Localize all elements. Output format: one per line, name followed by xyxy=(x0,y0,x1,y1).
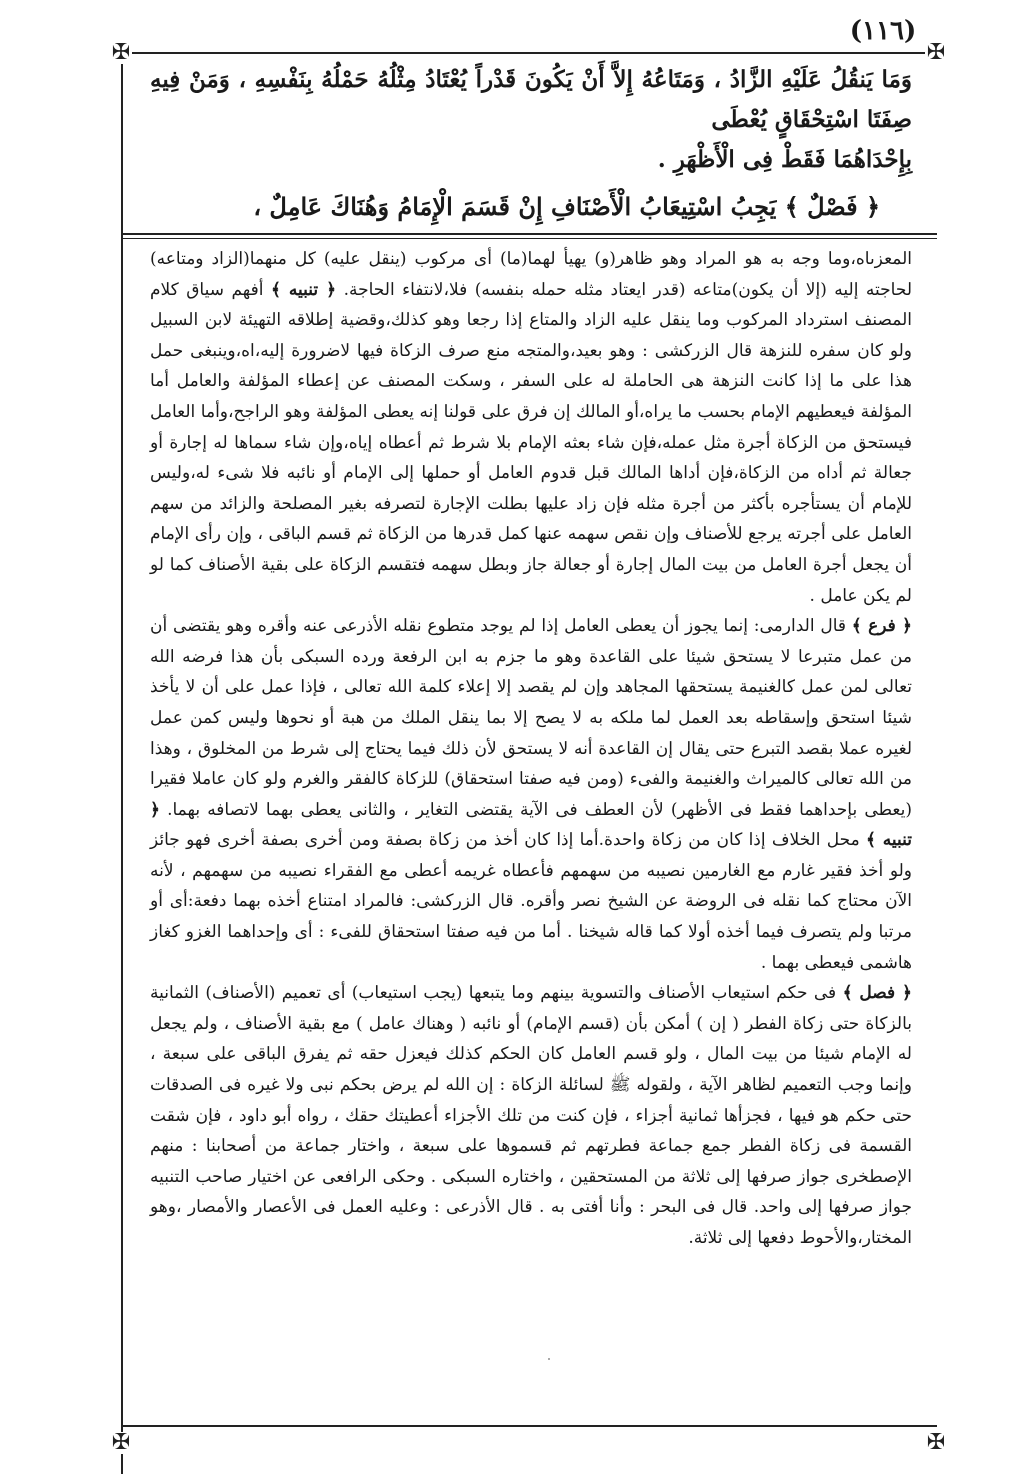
sharh-paragraph xyxy=(150,978,912,1253)
top-left-ornament-icon: ✠ xyxy=(111,40,131,65)
separator-rule-top xyxy=(121,233,937,235)
sharh-para-1: المعزىاه،وما وجه به هو المراد وهو ظاهر(و) يهيأ لهما(ما) أى مركوب (ينقل عليه) كل منهما(الزاد ومتاعه) لحاجته إليه (إلا أن يكون)متاعه (قدر ايعتاد مثله حمله بنفسه) فلا،لانتفاء الحاجة. xyxy=(150,249,913,300)
sharh-text xyxy=(150,244,912,1254)
page-number: (١١٦) xyxy=(849,16,917,46)
fasl-marker: ﴿ فصل ﴾ xyxy=(842,983,912,1004)
bottom-frame-rule xyxy=(121,1425,937,1427)
fasl-text: فى حكم استيعاب الأصناف والتسوية بينهم وما يتبعها (يجب استيعاب) أى تعميم (الأصناف) الثمانية بالزكاة حتى زكاة الفطر ( إن ) أمكن بأن (قسم الإمام) أو نائبه ( وهناك عامل ) مع بقية الأصناف ، ولم يجعل له الإمام شيئا من بيت المال ، ولو قسم العامل كان الحكم كذلك فيعزل حقه ثم يفرق الباقى على سبعة ، وإنما وجب التعميم لظاهر الآية ، ولقوله ﷺ لسائلة الزكاة : إن الله لم يرض بحكم نبى ولا غيره فى الصدقات حتى حكم هو فيها ، فجزأها ثمانية أجزاء ، فإن كنت من تلك الأجزاء أعطيتك حقك ، رواه أبو داود ، فإن شقت القسمة فى زكاة الفطر جمع جماعة فطرتهم ثم قسموها على سبعة ، واختار جماعة من أصحابنا : منهم الإصطخرى جواز صرفها إلى ثلاثة من المستحقين ، واختاره السبكى . وحكى الرافعى عن اختيار صاحب التنبيه جواز صرفها إلى واحد. قال فى البحر : وأنا أفتى به . قال الأذرعى : وعليه العمل فى الأعصار والأمصار ،وهو المختار،والأحوط دفعها إلى ثلاثة. xyxy=(150,983,912,1248)
tanbih-text: محل الخلاف إذا كان من زكاة واحدة.أما إذا كان أخذ من زكاة بصفة ومن أخرى بصفة أخرى فهو جائز ولو أخذ فقير غارم مع الغارمين نصيبه من سهمهم فأعطاه غريمه أعطى مع الفقراء نصيبه من سهمهم ، لأنه الآن محتاج كما نقله فى الروضة عن الشيخ نصر وأقره. قال الزركشى: فالمراد امتناع أخذه بهما دفعة:أى أو مرتبا ولم يتصرف فيما أخذه أولا كما قاله شيخنا . أما من فيه صفتا استحقاق للفىء : أى وإحداهما الغزو كغاز هاشمى فيعطى بهما . xyxy=(150,830,912,973)
matn-fasl-heading: ﴿ فَصْلٌ ﴾ يَجِبُ اسْتِيعَابُ الْأَصْنَافِ إِنْ قَسَمَ الْإِمَامُ وَهُنَاكَ عَامِلٌ ، xyxy=(253,192,880,221)
far-text: قال الدارمى: إنما يجوز أن يعطى العامل إذا لم يوجد متطوع نقله الأذرعى عنه وأقره وهو يقتضى أن من عمل متبرعا لا يستحق شيئا على القاعدة وهو ما جزم به ابن الرفعة ورده السبكى بأن هذا فرضه الله تعالى لمن عمل كالغنيمة يستحقها المجاهد وإن لم يقصد إلا إعلاء كلمة الله تعالى ، فإذا عمل على أن لا يأخذ شيئا استحق وإسقاطه بعد العمل لما ملكه به لا يصح إلا بما ينقل الملك من هبة أو نحوها وليس كمن عمل لغيره عملا بقصد التبرع حتى يقال إن القاعدة أنه لا يستحق لأن ذلك فيما يحتاج إلى شرط من المخلوق ، وهذا من الله تعالى كالميراث والغنيمة والفىء (ومن فيه صفتا استحقاق) للزكاة كالفقر والغرم ولو كان عاملا فقيرا (يعطى بإحداهما فقط فى الأظهر) لأن العطف فى الآية يقتضى التغاير ، والثانى يعطى بهما لاتصافه بهما. xyxy=(150,616,912,820)
tanbih-marker: ﴿ تنبيه ﴾ xyxy=(270,279,337,300)
tanbih-text: أفهم سياق كلام المصنف استرداد المركوب وما ينقل عليه الزاد والمتاع إذا رجعا وهو كذلك،وقضية إطلاقه التهيئة لابن السبيل ولو كان سفره للنزهة قال الزركشى : وهو بعيد،والمتجه منع صرف الزكاة فيها لاضرورة إليه،اه،وينبغى حمل هذا على ما إذا كانت النزهة هى الحاملة له على السفر ، وسكت المصنف عن إعطاء المؤلفة والعامل أما المؤلفة فيعطيهم الإمام بحسب ما يراه،أو المالك إن فرق على قولنا إنه يعطى المؤلفة وهو الراجح،وأما العامل فيستحق من الزكاة أجرة مثل عمله،فإن شاء بعثه الإمام بلا شرط ثم أعطاه إياه،وإن شاء سماها له إجارة أو جعالة ثم أداه من الزكاة،فإن أداها المالك قبل قدوم العامل أو حملها إلى الإمام أو نائبه فلا شىء له،وليس للإمام أن يستأجره بأكثر من أجرة مثله فإن زاد عليها بطلت الإجارة لتصرفه بغير المصلحة والزائد من سهم العامل على أجرته يرجع للأصناف وإن نقص سهمه عنها كمل قدرها من الزكاة ثم قسم الباقى ، وإن رأى الإمام أن يجعل أجرة العامل من بيت المال إجارة أو جعالة جاز وبطل سهمه فتقسم الزكاة على بقية الأصناف كما لو لم يكن عامل . xyxy=(150,279,912,606)
tanbih-marker: ﴿ تنبيه ﴾ xyxy=(150,799,912,851)
top-right-ornament-icon: ✠ xyxy=(926,40,946,65)
far-marker: ﴿ فرع ﴾ xyxy=(851,616,912,637)
sharh-paragraph xyxy=(150,244,912,611)
separator-rule-bottom xyxy=(121,238,937,239)
sharh-paragraph xyxy=(150,611,912,978)
scan-speck xyxy=(548,1358,550,1360)
matn-line-2: بِإِحْدَاهُمَا فَقَطْ فِى الْأَظْهَرِ . xyxy=(657,146,912,173)
bottom-left-ornament-icon: ✠ xyxy=(111,1430,131,1455)
bottom-right-ornament-icon: ✠ xyxy=(926,1430,946,1455)
matn-line-1: وَمَا يَنقُلُ عَلَيْهِ الزَّادُ ، وَمَتَاعُهُ إِلاَّ أَنْ يَكُونَ قَدْراً يُعْتَادُ مِثْلُهُ حَمْلُهُ بِنَفْسِهِ ، وَمَنْ فِيهِ صِفَتَا اسْتِحْقَاقٍ يُعْطَى xyxy=(150,66,912,133)
